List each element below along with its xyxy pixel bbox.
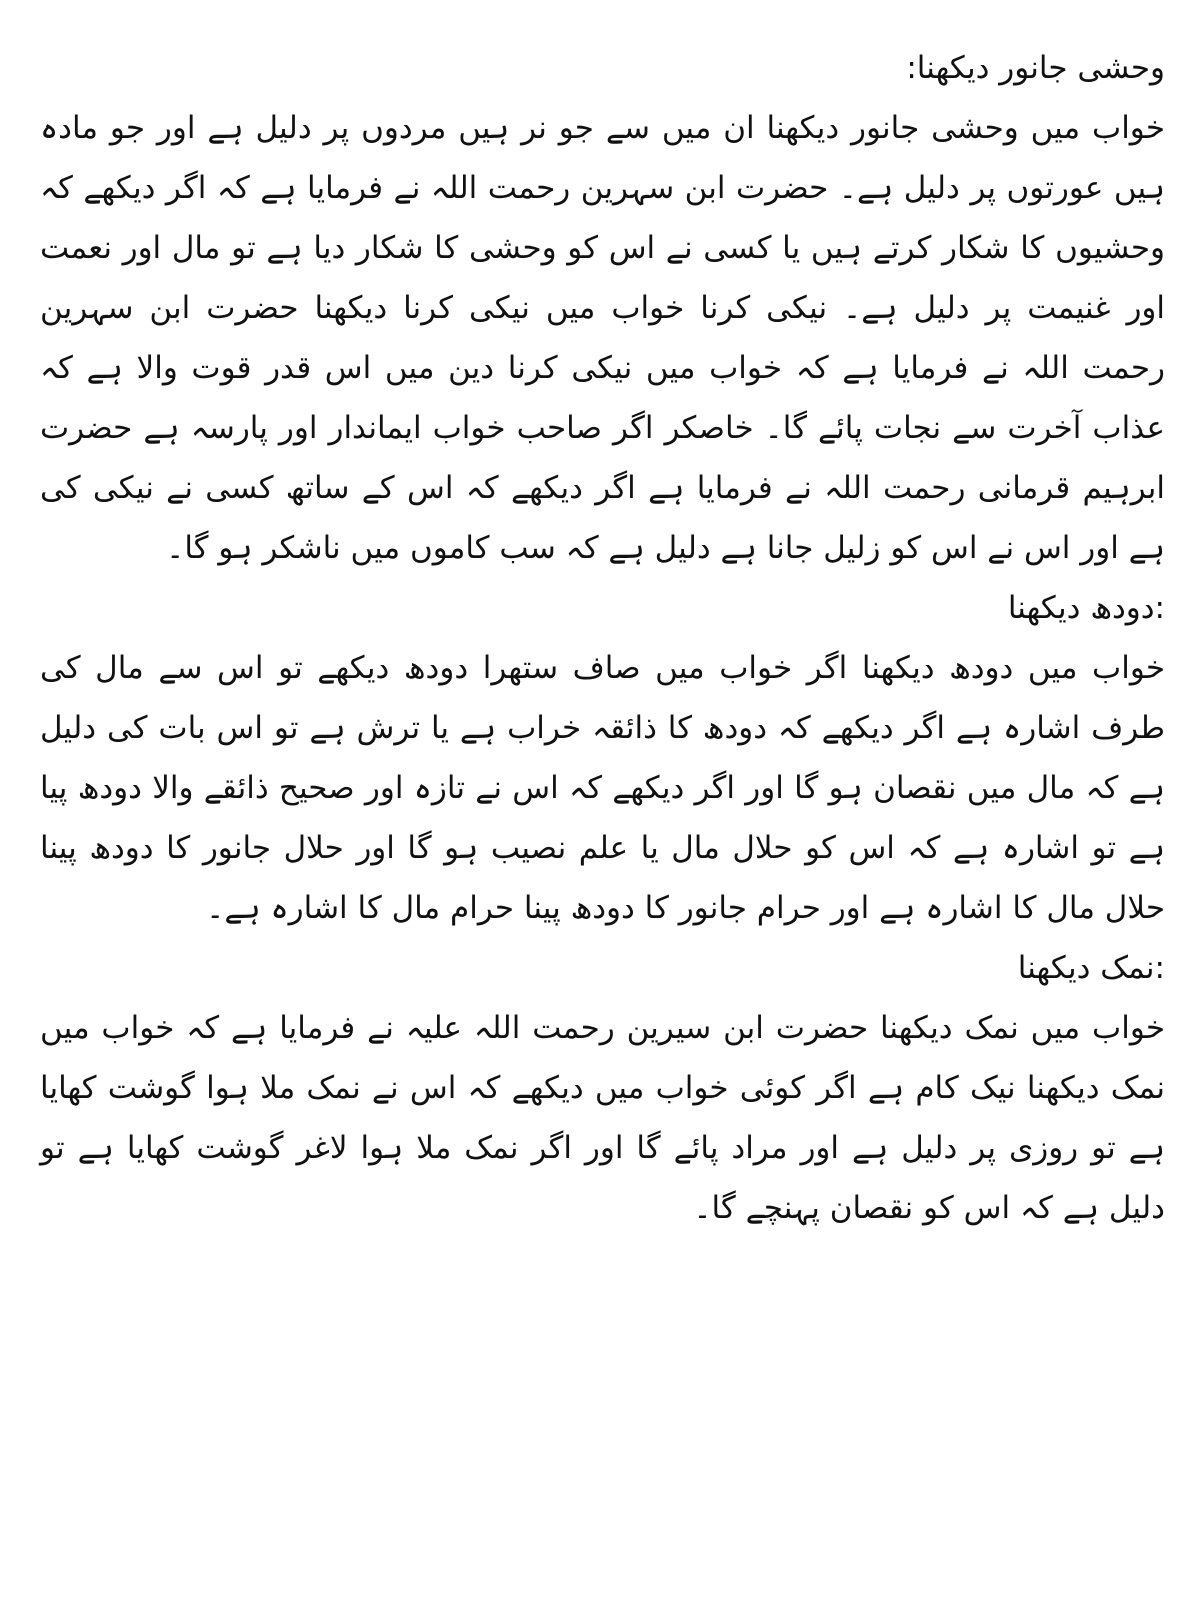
document-page — [40, 38, 1165, 1238]
section-heading: وحشی جانور دیکھنا: — [906, 50, 1165, 86]
section-body: خواب میں دودھ دیکھنا اگر خواب میں صاف ستھرا دودھ دیکھے تو اس سے مال کی طرف اشارہ ہے اگر دیکھے کہ دودھ کا ذائقہ خراب ہے یا ترش ہے تو اس بات کی دلیل ہے کہ مال میں نقصان ہو گا اور اگر دیکھے کہ اس نے تازہ اور صحیح ذائقے والا دودھ پیا ہے تو اشارہ ہے کہ اس کو حلال مال یا علم نصیب ہو گا اور حلال جانور کا دودھ پینا حلال مال کا اشارہ ہے اور حرام جانور کا دودھ پینا حرام مال کا اشارہ ہے۔ — [40, 650, 1165, 926]
section-milk — [40, 578, 1165, 938]
section-body: خواب میں وحشی جانور دیکھنا ان میں سے جو نر ہیں مردوں پر دلیل ہے اور جو مادہ ہیں عورتوں پر دلیل ہے۔ حضرت ابن سہرین رحمت اللہ نے فرمایا ہے کہ اگر دیکھے کہ وحشیوں کا شکار کرتے ہیں یا کسی نے اس کو وحشی کا شکار دیا ہے تو مال اور نعمت اور غنیمت پر دلیل ہے۔ نیکی کرنا خواب میں نیکی کرنا دیکھنا حضرت ابن سہرین رحمت اللہ نے فرمایا ہے کہ خواب میں نیکی کرنا دین میں اس قدر قوت والا ہے کہ عذاب آخرت سے نجات پائے گا۔ خاصکر اگر صاحب خواب ایماندار اور پارسہ ہے حضرت ابرہیم قرمانی رحمت اللہ نے فرمایا ہے اگر دیکھے کہ اس کے ساتھ کسی نے نیکی کی ہے اور اس نے اس کو زلیل جانا ہے دلیل ہے کہ سب کاموں میں ناشکر ہو گا۔ — [40, 110, 1165, 566]
section-heading: :دودھ دیکھنا — [1007, 590, 1165, 626]
section-heading: :نمک دیکھنا — [1017, 950, 1165, 986]
section-body: خواب میں نمک دیکھنا حضرت ابن سیرین رحمت اللہ علیہ نے فرمایا ہے کہ خواب میں نمک دیکھنا نیک کام ہے اگر کوئی خواب میں دیکھے کہ اس نے نمک ملا ہوا گوشت کھایا ہے تو روزی پر دلیل ہے اور مراد پائے گا اور اگر نمک ملا ہوا لاغر گوشت کھایا ہے تو دلیل ہے کہ اس کو نقصان پہنچے گا۔ — [40, 1010, 1165, 1226]
section-salt — [40, 938, 1165, 1238]
section-wild-animals — [40, 38, 1165, 578]
